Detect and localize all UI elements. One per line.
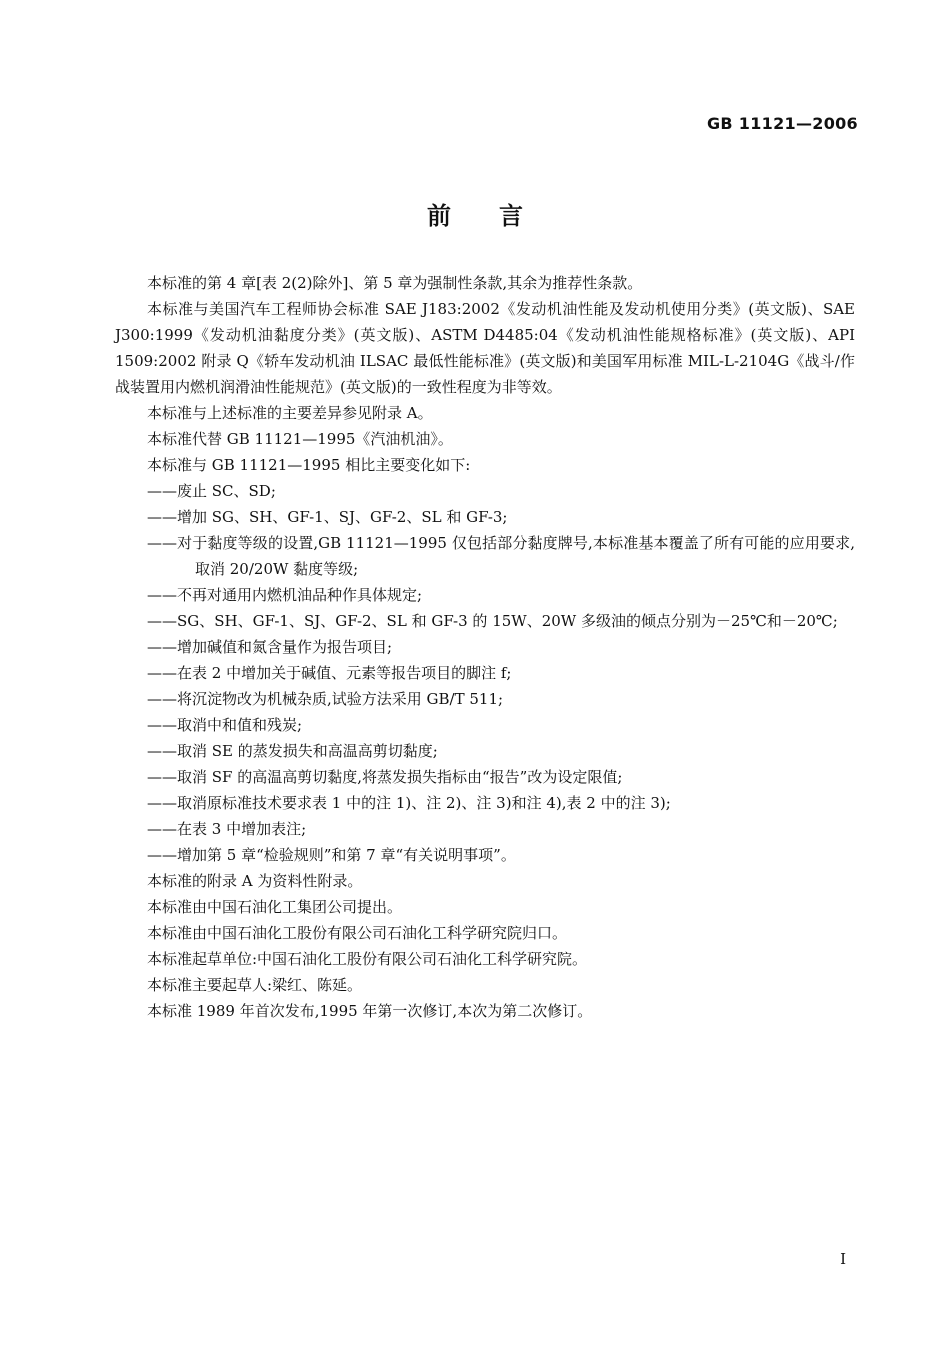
change-item: ——取消原标准技术要求表 1 中的注 1)、注 2)、注 3)和注 4),表 2 中的注 3);: [147, 794, 671, 812]
paragraph-appendix: 本标准的附录 A 为资料性附录。: [147, 872, 363, 890]
paragraph-history: 本标准 1989 年首次发布,1995 年第一次修订,本次为第二次修订。: [147, 1002, 593, 1020]
paragraph-administered-by: 本标准由中国石油化工股份有限公司石油化工科学研究院归口。: [147, 924, 568, 942]
change-item: ——对于黏度等级的设置,GB 11121—1995 仅包括部分黏度牌号,本标准基本覆盖了所有可能的应用要求,取消 20/20W 黏度等级;: [147, 534, 855, 578]
paragraph-changes-intro: 本标准与 GB 11121—1995 相比主要变化如下:: [147, 456, 471, 474]
change-item: ——取消 SF 的高温高剪切黏度,将蒸发损失指标由“报告”改为设定限值;: [147, 768, 623, 786]
document-body: [115, 270, 855, 1024]
change-item: ——增加碱值和氮含量作为报告项目;: [147, 638, 393, 656]
paragraph-proposed-by: 本标准由中国石油化工集团公司提出。: [147, 898, 403, 916]
change-item: ——在表 3 中增加表注;: [147, 820, 307, 838]
change-item: ——在表 2 中增加关于碱值、元素等报告项目的脚注 f;: [147, 664, 512, 682]
change-item: ——将沉淀物改为机械杂质,试验方法采用 GB/T 511;: [147, 690, 504, 708]
change-item: ——取消 SE 的蒸发损失和高温高剪切黏度;: [147, 742, 438, 760]
change-item: ——废止 SC、SD;: [147, 482, 276, 500]
change-item: ——增加第 5 章“检验规则”和第 7 章“有关说明事项”。: [147, 846, 516, 864]
change-item: ——不再对通用内燃机油品种作具体规定;: [147, 586, 423, 604]
paragraph-differences: 本标准与上述标准的主要差异参见附录 A。: [147, 404, 433, 422]
change-item: ——取消中和值和残炭;: [147, 716, 303, 734]
paragraph-replaces: 本标准代替 GB 11121—1995《汽油机油》。: [147, 430, 453, 448]
standard-code: GB 11121—2006: [707, 114, 858, 133]
paragraph-drafters: 本标准主要起草人:梁红、陈延。: [147, 976, 363, 994]
page-title: 前言: [427, 202, 571, 230]
page-number: I: [840, 1250, 846, 1268]
paragraph-mandatory-clauses: 本标准的第 4 章[表 2(2)除外]、第 5 章为强制性条款,其余为推荐性条款。: [147, 274, 643, 292]
change-item: ——SG、SH、GF-1、SJ、GF-2、SL 和 GF-3 的 15W、20W 多级油的倾点分别为－25℃和－20℃;: [147, 612, 838, 630]
paragraph-equivalence: 本标准与美国汽车工程师协会标准 SAE J183:2002《发动机油性能及发动机使用分类》(英文版)、SAE J300:1999《发动机油黏度分类》(英文版)、ASTM D4485:04《发动机油性能规格标准》(英文版)、API 1509:2002 附录 Q《轿车发动机油 ILSAC 最低性能标准》(英文版)和美国军用标准 MIL-L-2104G《战斗/作战装置用内燃机润滑油性能规范》(英文版)的一致性程度为非等效。: [115, 300, 855, 396]
change-item: ——增加 SG、SH、GF-1、SJ、GF-2、SL 和 GF-3;: [147, 508, 508, 526]
paragraph-drafting-unit: 本标准起草单位:中国石油化工股份有限公司石油化工科学研究院。: [147, 950, 588, 968]
